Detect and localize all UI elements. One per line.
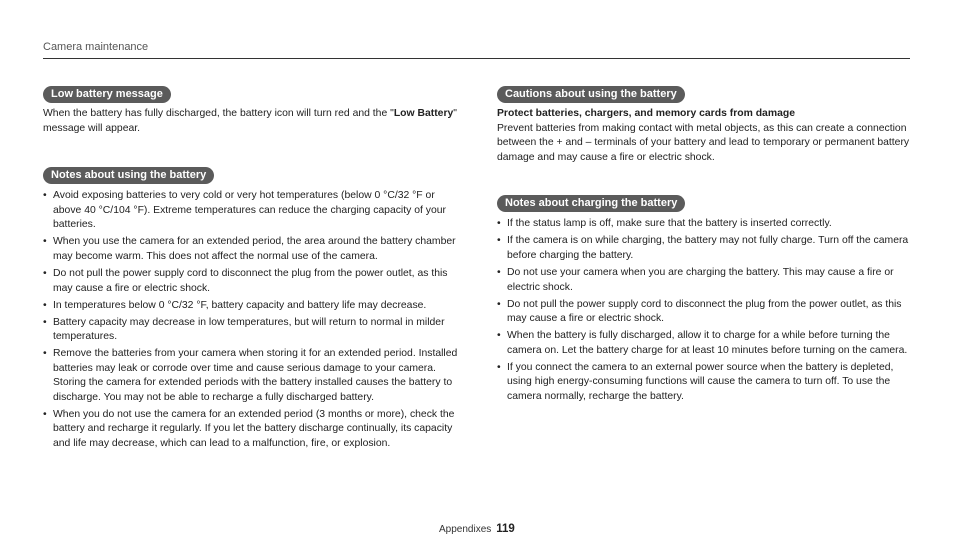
list-item-text: Do not pull the power supply cord to disconnect the plug from the power outlet, as this may cause a fire or electric shock. xyxy=(53,267,448,294)
bullet-icon: • xyxy=(497,330,501,342)
list-item xyxy=(497,217,913,232)
list-item xyxy=(43,299,461,314)
list-item xyxy=(497,298,913,327)
footer-section-label: Appendixes xyxy=(439,524,492,535)
bullet-icon: • xyxy=(497,266,501,278)
list-item-text: When you use the camera for an extended period, the area around the battery chamber may become warm. This does not affect the normal use of the camera. xyxy=(53,236,456,262)
bullet-icon: • xyxy=(43,316,47,328)
low-battery-section xyxy=(43,84,461,136)
cautions-text: Prevent batteries from making contact with metal objects, as this can create a connection between the + and – terminals of your battery and lead to temporary or permanent battery damage and may cause a fire or electric shock. xyxy=(497,122,910,163)
list-item xyxy=(497,234,913,263)
list-item-text: Remove the batteries from your camera when storing it for an extended period. Installed batteries may leak or corrode over time and cause serious damage to your camera. Storing the camera for extended periods with the battery installed causes the battery to discharge. You may not be able to recharge a fully discharged battery. xyxy=(53,348,458,403)
list-item xyxy=(43,267,461,296)
list-item xyxy=(43,408,461,452)
low-battery-bold: Low Battery xyxy=(393,108,454,119)
bullet-icon: • xyxy=(497,361,501,373)
page-number: 119 xyxy=(496,523,515,535)
cautions-section xyxy=(497,84,913,165)
list-item-text: Do not use your camera when you are charging the battery. This may cause a fire or electric shock. xyxy=(507,266,894,293)
list-item-text: When the battery is fully discharged, allow it to charge for a while before turning the camera on. Let the battery charge for at least 10 minutes before turning on the camera. xyxy=(507,330,908,356)
list-item-text: In temperatures below 0 °C/32 °F, battery capacity and battery life may decrease. xyxy=(53,299,427,311)
section-heading-notes-using: Notes about using the battery xyxy=(43,167,214,184)
list-item xyxy=(43,316,461,345)
list-item-text: When you do not use the camera for an extended period (3 months or more), check the battery and recharge it regularly. If you let the battery discharge continually, its capacity and life may decrease, which can lead to a malfunction, fire, or explosion. xyxy=(53,408,455,450)
low-battery-text: When the battery has fully discharged, the battery icon will turn red and the "Low Battery" message will appear. xyxy=(43,108,457,134)
header-divider xyxy=(43,58,910,59)
section-heading-cautions: Cautions about using the battery xyxy=(497,86,685,103)
list-item-text: Battery capacity may decrease in low temperatures, but will return to normal in milder temperatures. xyxy=(53,316,445,343)
notes-using-section xyxy=(43,165,461,451)
bullet-icon: • xyxy=(43,267,47,279)
list-item-text: If the camera is on while charging, the battery may not fully charge. Turn off the camera before charging the battery. xyxy=(507,235,909,261)
list-item-text: Avoid exposing batteries to very cold or very hot temperatures (below 0 °C/32 °F or above 40 °C/104 °F). Extreme temperatures can reduce the charging capacity of your batteries. xyxy=(53,190,446,231)
notes-charging-list xyxy=(497,217,913,404)
section-heading-notes-charging: Notes about charging the battery xyxy=(497,195,685,212)
bullet-icon: • xyxy=(497,218,501,230)
left-column xyxy=(43,84,461,454)
section-heading-low-battery: Low battery message xyxy=(43,86,171,103)
notes-charging-section xyxy=(497,193,913,404)
bullet-icon: • xyxy=(43,299,47,311)
page-footer xyxy=(439,523,515,535)
bullet-icon: • xyxy=(43,408,47,420)
bullet-icon: • xyxy=(497,235,501,247)
list-item-text: If you connect the camera to an external power source when the battery is depleted, using high energy-consuming functions will cause the camera to turn off. To use the camera normally, recharge the battery. xyxy=(507,361,894,402)
right-column xyxy=(497,84,913,407)
list-item-text: If the status lamp is off, make sure that the battery is inserted correctly. xyxy=(507,218,832,230)
list-item xyxy=(43,347,461,405)
page-header-title: Camera maintenance xyxy=(43,41,149,53)
list-item xyxy=(497,329,913,358)
bullet-icon: • xyxy=(43,190,47,202)
bullet-icon: • xyxy=(43,236,47,248)
bullet-icon: • xyxy=(497,298,501,310)
list-item xyxy=(497,266,913,295)
list-item xyxy=(43,235,461,264)
list-item xyxy=(43,189,461,233)
list-item-text: Do not pull the power supply cord to disconnect the plug from the power outlet, as this may cause a fire or electric shock. xyxy=(507,298,902,325)
notes-using-list xyxy=(43,189,461,451)
list-item xyxy=(497,361,913,405)
cautions-subheading: Protect batteries, chargers, and memory cards from damage xyxy=(497,108,795,119)
bullet-icon: • xyxy=(43,348,47,360)
